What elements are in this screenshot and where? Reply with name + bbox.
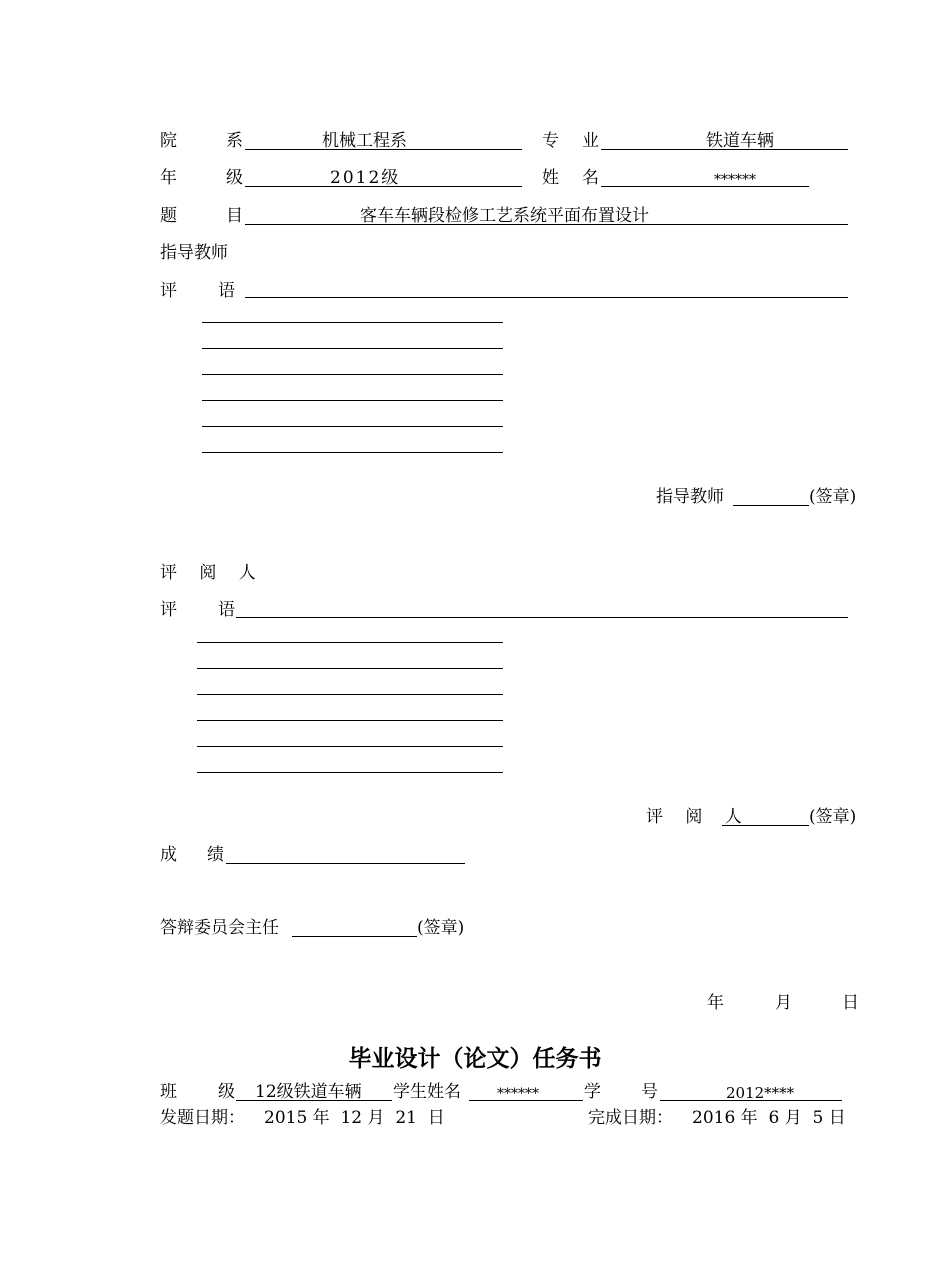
student-name-value: ******	[497, 1086, 539, 1102]
advisor-comment-label-char-2: 语	[218, 281, 235, 301]
class-value: 12级铁道车辆	[255, 1082, 362, 1102]
advisor-sign-suffix: (签章)	[809, 487, 857, 507]
name-underline	[601, 186, 809, 187]
date-day: 日	[842, 993, 859, 1013]
committee-label: 答辩委员会主任	[160, 918, 279, 938]
major-value: 铁道车辆	[706, 131, 774, 151]
reviewer-comment-line	[197, 746, 503, 747]
reviewer-sign-underline	[722, 825, 809, 826]
topic-value: 客车车辆段检修工艺系统平面布置设计	[360, 206, 649, 226]
dept-value: 机械工程系	[322, 131, 407, 151]
reviewer-comment-label-char-1: 评	[160, 600, 177, 620]
reviewer-sign-suffix: (签章)	[809, 807, 857, 827]
grade-value: 2012级	[330, 168, 401, 188]
class-label-char-2: 级	[218, 1082, 235, 1102]
advisor-heading: 指导教师	[160, 243, 228, 263]
grade-result-label-char-1: 成	[160, 845, 177, 865]
reviewer-comment-line	[197, 694, 503, 695]
name-label-char-2: 名	[582, 168, 599, 188]
major-label-char-1: 专	[542, 131, 559, 151]
advisor-comment-line	[202, 322, 503, 323]
major-label-char-2: 业	[582, 131, 599, 151]
reviewer-comment-label-char-2: 语	[218, 600, 235, 620]
date-month: 月	[775, 993, 792, 1013]
advisor-comment-line	[202, 400, 503, 401]
student-no-label-char-1: 学	[584, 1082, 601, 1102]
committee-sign-underline	[292, 936, 417, 937]
advisor-comment-line	[202, 452, 503, 453]
advisor-comment-label-char-1: 评	[160, 281, 177, 301]
class-label-char-1: 班	[160, 1082, 177, 1102]
student-no-value: 2012****	[726, 1084, 795, 1102]
dept-label-char-1: 院	[160, 131, 177, 151]
advisor-comment-line	[202, 426, 503, 427]
advisor-comment-line	[245, 297, 848, 298]
grade-result-label-char-2: 绩	[207, 845, 224, 865]
issue-date-value: 2015 年 12 月 21 日	[264, 1108, 445, 1128]
reviewer-comment-line	[236, 617, 848, 618]
finish-date-label: 完成日期：	[588, 1108, 673, 1128]
reviewer-comment-line	[197, 642, 503, 643]
grade-result-underline	[226, 863, 465, 864]
committee-sign-suffix: (签章)	[417, 918, 465, 938]
task-book-title: 毕业设计（论文）任务书	[348, 1046, 602, 1072]
issue-date-label: 发题日期：	[160, 1108, 245, 1128]
name-label-char-1: 姓	[542, 168, 559, 188]
advisor-comment-line	[202, 374, 503, 375]
dept-label-char-2: 系	[226, 131, 243, 151]
advisor-sign-underline	[733, 505, 809, 506]
reviewer-sign-label: 评 阅 人	[646, 807, 751, 827]
finish-date-value: 2016 年 6 月 5 日	[692, 1108, 846, 1128]
student-no-label-char-2: 号	[641, 1082, 658, 1102]
reviewer-comment-line	[197, 720, 503, 721]
name-value: ******	[714, 172, 756, 188]
reviewer-comment-line	[197, 772, 503, 773]
reviewer-comment-line	[197, 668, 503, 669]
date-year: 年	[707, 993, 724, 1013]
advisor-comment-line	[202, 348, 503, 349]
student-name-label: 学生姓名	[393, 1082, 461, 1102]
grade-label-char-2: 级	[226, 168, 243, 188]
advisor-sign-label: 指导教师	[656, 487, 724, 507]
topic-label-char-1: 题	[160, 206, 177, 226]
reviewer-heading: 评 阅 人	[160, 563, 265, 583]
topic-label-char-2: 目	[226, 206, 243, 226]
grade-label-char-1: 年	[160, 168, 177, 188]
